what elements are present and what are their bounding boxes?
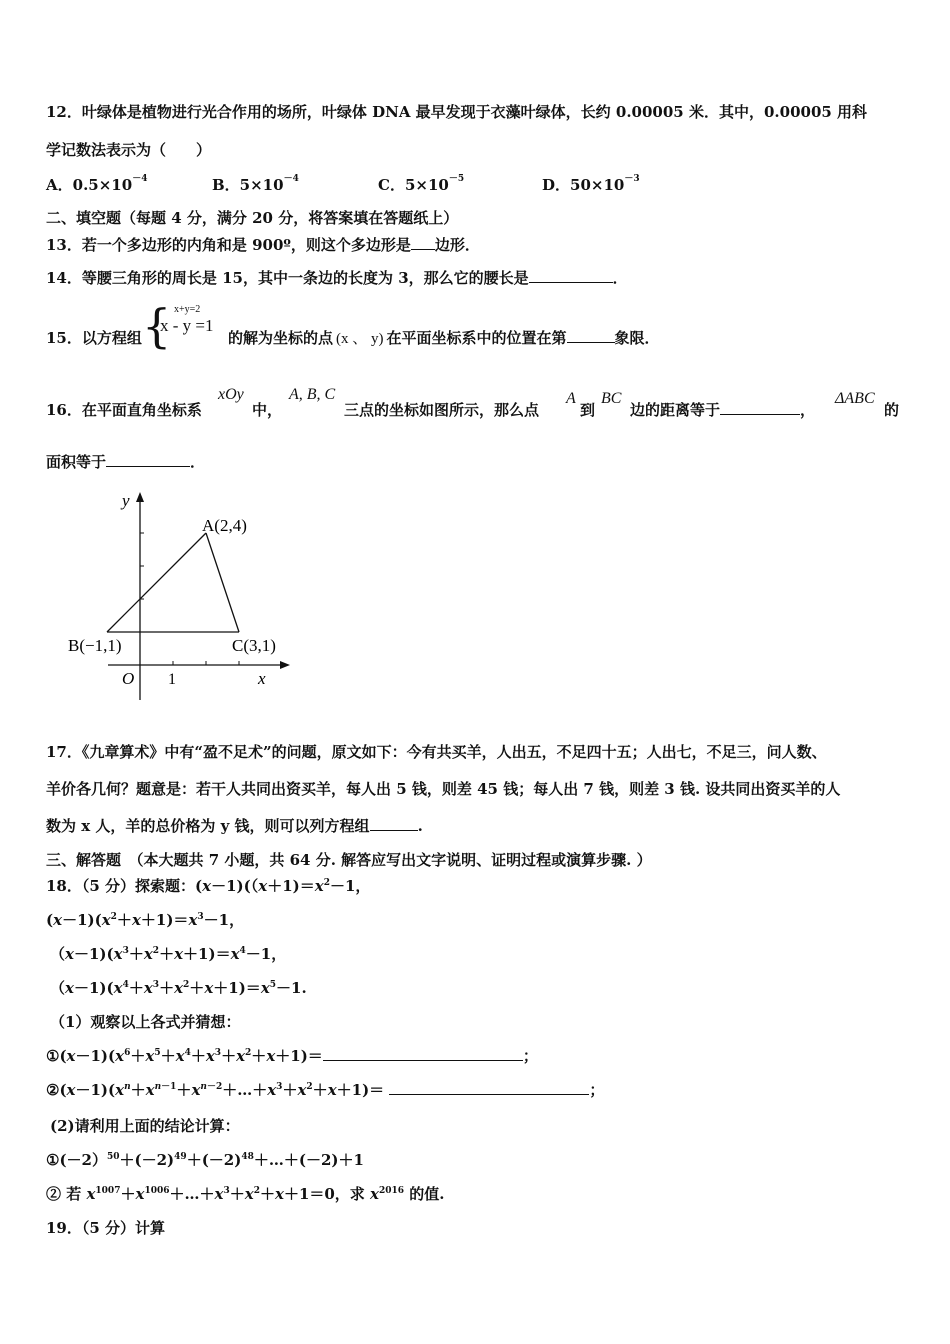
point-b-label: B(−1,1) xyxy=(68,636,122,655)
q12-option-a[interactable]: A．$0.5\times 10^{-4}$ xyxy=(46,174,148,194)
q18-blank-1[interactable] xyxy=(323,1046,523,1061)
q12-option-b[interactable]: B．$5\times 10^{-4}$ xyxy=(212,174,299,194)
q15-brace: { xyxy=(142,299,172,353)
q16-blank-area[interactable] xyxy=(106,452,190,467)
side-ab xyxy=(107,533,206,632)
q14: 14．等腰三角形的周长是 15，其中一条边的长度为 3，那么它的腰长是 ． xyxy=(46,269,628,287)
q16-zhong: 中， xyxy=(252,401,283,419)
q16-bc: BC xyxy=(601,390,622,407)
q15-text: 的解为坐标的点 (x 、 y) 在平面坐标系中的位置在第 象限． xyxy=(228,329,660,347)
point-a-label: A(2,4) xyxy=(202,516,247,535)
q17-line2: 羊价各几何？题意是：若干人共同出资买羊，每人出 5 钱，则差 45 钱；每人出 7 钱，则差 3 钱. 设共同出资买羊的人 xyxy=(46,780,841,798)
q18-sub2: (2)请利用上面的结论计算： xyxy=(50,1117,240,1135)
q17-line1: 17．《九章算术》中有“盈不足术”的问题，原文如下：今有共买羊，人出五，不足四十五；人出七，不足三，问人数、 xyxy=(46,743,827,761)
q18-guess1: $①(x-1)(x^6+x^5+x^4+x^3+x^2+x+1)=$ ； xyxy=(46,1047,538,1065)
section3-heading: 三、解答题 （本大题共 7 小题，共 64 分. 解答应写出文字说明、证明过程或演算步骤. ） xyxy=(46,851,652,869)
q16-abc: A, B, C xyxy=(289,386,336,403)
q17-blank[interactable] xyxy=(370,816,418,831)
q18-line2: $(x-1)(x^2+x+1)=x^3-1$， xyxy=(46,911,245,929)
q15-prefix: 15．以方程组 xyxy=(46,329,142,347)
coordinate-graph xyxy=(60,488,300,708)
q16-mid: 三点的坐标如图所示，那么点 xyxy=(344,401,540,419)
point-c-label: C(3,1) xyxy=(232,636,276,655)
q18-calc2: ② 若 $x^{1007}+x^{1006}+\dots+x^3+x^2+x+1=0$，求 $x^{2016}$ 的值. xyxy=(46,1185,445,1203)
q16-de: 的 xyxy=(884,401,900,419)
q18-blank-2[interactable] xyxy=(389,1080,589,1095)
side-ac xyxy=(206,533,239,632)
q16-prefix: 16．在平面直角坐标系 xyxy=(46,401,202,419)
q17-line3: 数为 x 人，羊的总价格为 y 钱，则可以列方程组 . xyxy=(46,817,423,835)
q15-blank[interactable] xyxy=(567,328,615,343)
q12-line1: 12．叶绿体是植物进行光合作用的场所，叶绿体 DNA 最早发现于衣藻叶绿体，长约 0.00005 米．其中，0.00005 用科 xyxy=(46,103,868,121)
x-axis-arrow xyxy=(280,661,290,669)
q18-line3: $(x-1)(x^3+x^2+x+1)=x^4-1$， xyxy=(50,945,287,963)
q18-line1: 18．（5 分）探索题：$(x-1)((x+1)=x^2-1$， xyxy=(46,877,371,895)
section2-heading: 二、填空题（每题 4 分，满分 20 分，将答案填在答题纸上） xyxy=(46,209,459,227)
q16-xoy: xOy xyxy=(218,386,244,403)
q12-option-d[interactable]: D．$50\times 10^{-3}$ xyxy=(542,174,640,194)
q15-eq-top: x+y=2 xyxy=(174,304,201,315)
q18-guess2: $②(x-1)(x^n+x^{n-1}+x^{n-2}+\dots+x^3+x^2+x+1)=$ ； xyxy=(46,1081,605,1099)
q12-option-c[interactable]: C．$5\times 10^{-5}$ xyxy=(378,174,465,194)
q18-calc1: $①(-2)^{50}+(-2)^{49}+(-2)^{48}+\dots+(-2)+1$ xyxy=(46,1151,364,1169)
q13: 13．若一个多边形的内角和是 900º，则这个多边形是 边形． xyxy=(46,236,480,254)
q16-point-a: A xyxy=(566,390,576,407)
q16-line2: 面积等于 ． xyxy=(46,453,206,471)
y-label: y xyxy=(122,491,130,510)
q12-line2: 学记数法表示为（ ） xyxy=(46,141,212,159)
q18-sub1: （1）观察以上各式并猜想： xyxy=(50,1013,241,1031)
x-label: x xyxy=(258,669,266,688)
q16-dist: 边的距离等于 ， xyxy=(630,401,816,419)
q19: 19．（5 分）计算 xyxy=(46,1219,166,1237)
q14-blank[interactable] xyxy=(529,268,613,283)
q16-blank-distance[interactable] xyxy=(720,400,800,415)
tick-label-1: 1 xyxy=(168,671,176,688)
y-axis-arrow xyxy=(136,492,144,502)
q15-eq-bottom: x - y =1 xyxy=(160,316,214,335)
q13-blank[interactable] xyxy=(411,235,435,250)
q16-dao: 到 xyxy=(580,401,596,419)
q16-triangle: ΔABC xyxy=(835,390,875,407)
origin-label: O xyxy=(122,669,135,688)
q18-line4: $(x-1)(x^4+x^3+x^2+x+1)=x^5-1$. xyxy=(50,979,307,997)
